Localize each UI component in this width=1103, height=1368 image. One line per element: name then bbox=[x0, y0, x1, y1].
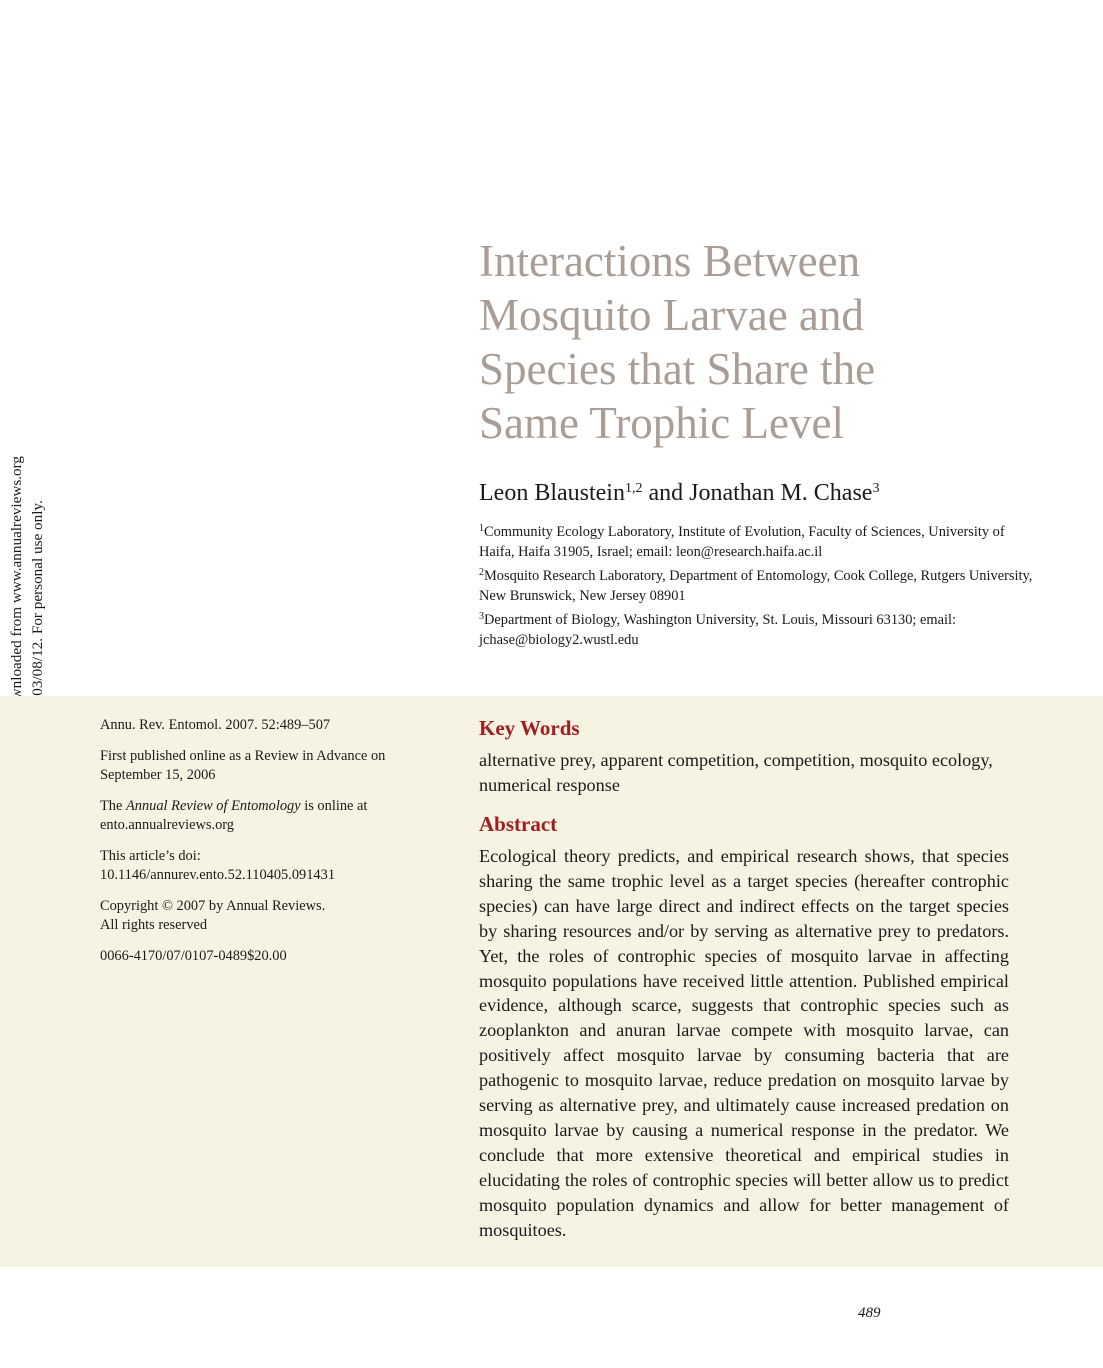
rights-line: All rights reserved bbox=[100, 917, 208, 933]
author-affiliation-mark: 1,2 bbox=[624, 481, 643, 496]
doi-block bbox=[100, 847, 400, 886]
affiliation-number: 1 bbox=[479, 523, 484, 534]
abstract-heading: Abstract bbox=[479, 812, 558, 836]
author-name: Jonathan M. Chase bbox=[689, 480, 873, 506]
publication-date: First published online as a Review in Advance on September 15, 2006 bbox=[100, 747, 386, 783]
affiliation-number: 2 bbox=[479, 567, 484, 578]
affiliation-text: Community Ecology Laboratory, Institute of Evolution, Faculty of Sciences, University of Haifa, Haifa 31905, Israel; email: leon@research.haifa.ac.il bbox=[479, 524, 1005, 560]
keywords-text: alternative prey, apparent competition, competition, mosquito ecology, numerical response bbox=[479, 750, 993, 795]
author-affiliation-mark: 3 bbox=[872, 481, 880, 496]
doi-label: This article’s doi: bbox=[100, 847, 201, 864]
affiliation bbox=[479, 611, 1039, 650]
copyright bbox=[100, 897, 400, 936]
journal-name: Annual Review of Entomology bbox=[125, 797, 301, 814]
title-line: Same Trophic Level bbox=[479, 398, 844, 448]
citation: Annu. Rev. Entomol. 2007. 52:489–507 bbox=[100, 717, 331, 733]
author-name: Leon Blaustein bbox=[479, 480, 625, 506]
keywords-heading: Key Words bbox=[479, 716, 580, 740]
affiliation-text: Mosquito Research Laboratory, Department of Entomology, Cook College, Rutgers University, New Brunswick, New Jersey 08901 bbox=[479, 568, 1033, 604]
online-info bbox=[100, 797, 400, 836]
issn-code: 0066-4170/07/0107-0489$20.00 bbox=[100, 947, 287, 964]
author-list bbox=[479, 478, 1079, 508]
affiliations bbox=[479, 523, 1039, 655]
title-line: Species that Share the bbox=[479, 344, 876, 394]
affiliation bbox=[479, 523, 1039, 562]
author-connector: and bbox=[642, 480, 690, 506]
page-number: 489 bbox=[858, 1305, 881, 1321]
affiliation-text: Department of Biology, Washington University, St. Louis, Missouri 63130; email: jchase@biology2.wustl.edu bbox=[479, 612, 956, 648]
article-meta bbox=[100, 716, 400, 977]
title-line: Interactions Between bbox=[479, 236, 861, 286]
article-title bbox=[479, 234, 1039, 450]
abstract-text: Ecological theory predicts, and empirical research shows, that species sharing the same trophic level as a target species (hereafter controphic species) can have large direct and indirect effects on the target species by sharing resources and/or by serving as alternative prey to predators. Yet, the roles of controphic species of mosquito larvae in affecting mosquito populations have received little attention. Published empirical evidence, although scarce, suggests that controphic species such as zooplankton and anuran larvae compete with mosquito larvae, can positively affect mosquito larvae by consuming bacteria that are pathogenic to mosquito larvae, reduce predation on mosquito larvae by serving as alternative prey, and ultimately cause increased predation on mosquito larvae by causing a numerical response in the predator. We conclude that more extensive theoretical and empirical studies in elucidating the roles of controphic species will better allow us to predict mosquito population dynamics and allow for better management of mosquitoes. bbox=[479, 846, 1009, 1240]
copyright-line: Copyright © 2007 by Annual Reviews. bbox=[100, 897, 326, 914]
affiliation-number: 3 bbox=[479, 611, 484, 622]
affiliation bbox=[479, 567, 1039, 606]
online-suffix: is online at ento.annualreviews.org bbox=[100, 797, 368, 833]
online-prefix: The bbox=[100, 797, 126, 814]
main-content bbox=[479, 714, 1009, 1243]
doi-value: 10.1146/annurev.ento.52.110405.091431 bbox=[100, 867, 336, 883]
title-line: Mosquito Larvae and bbox=[479, 290, 864, 340]
